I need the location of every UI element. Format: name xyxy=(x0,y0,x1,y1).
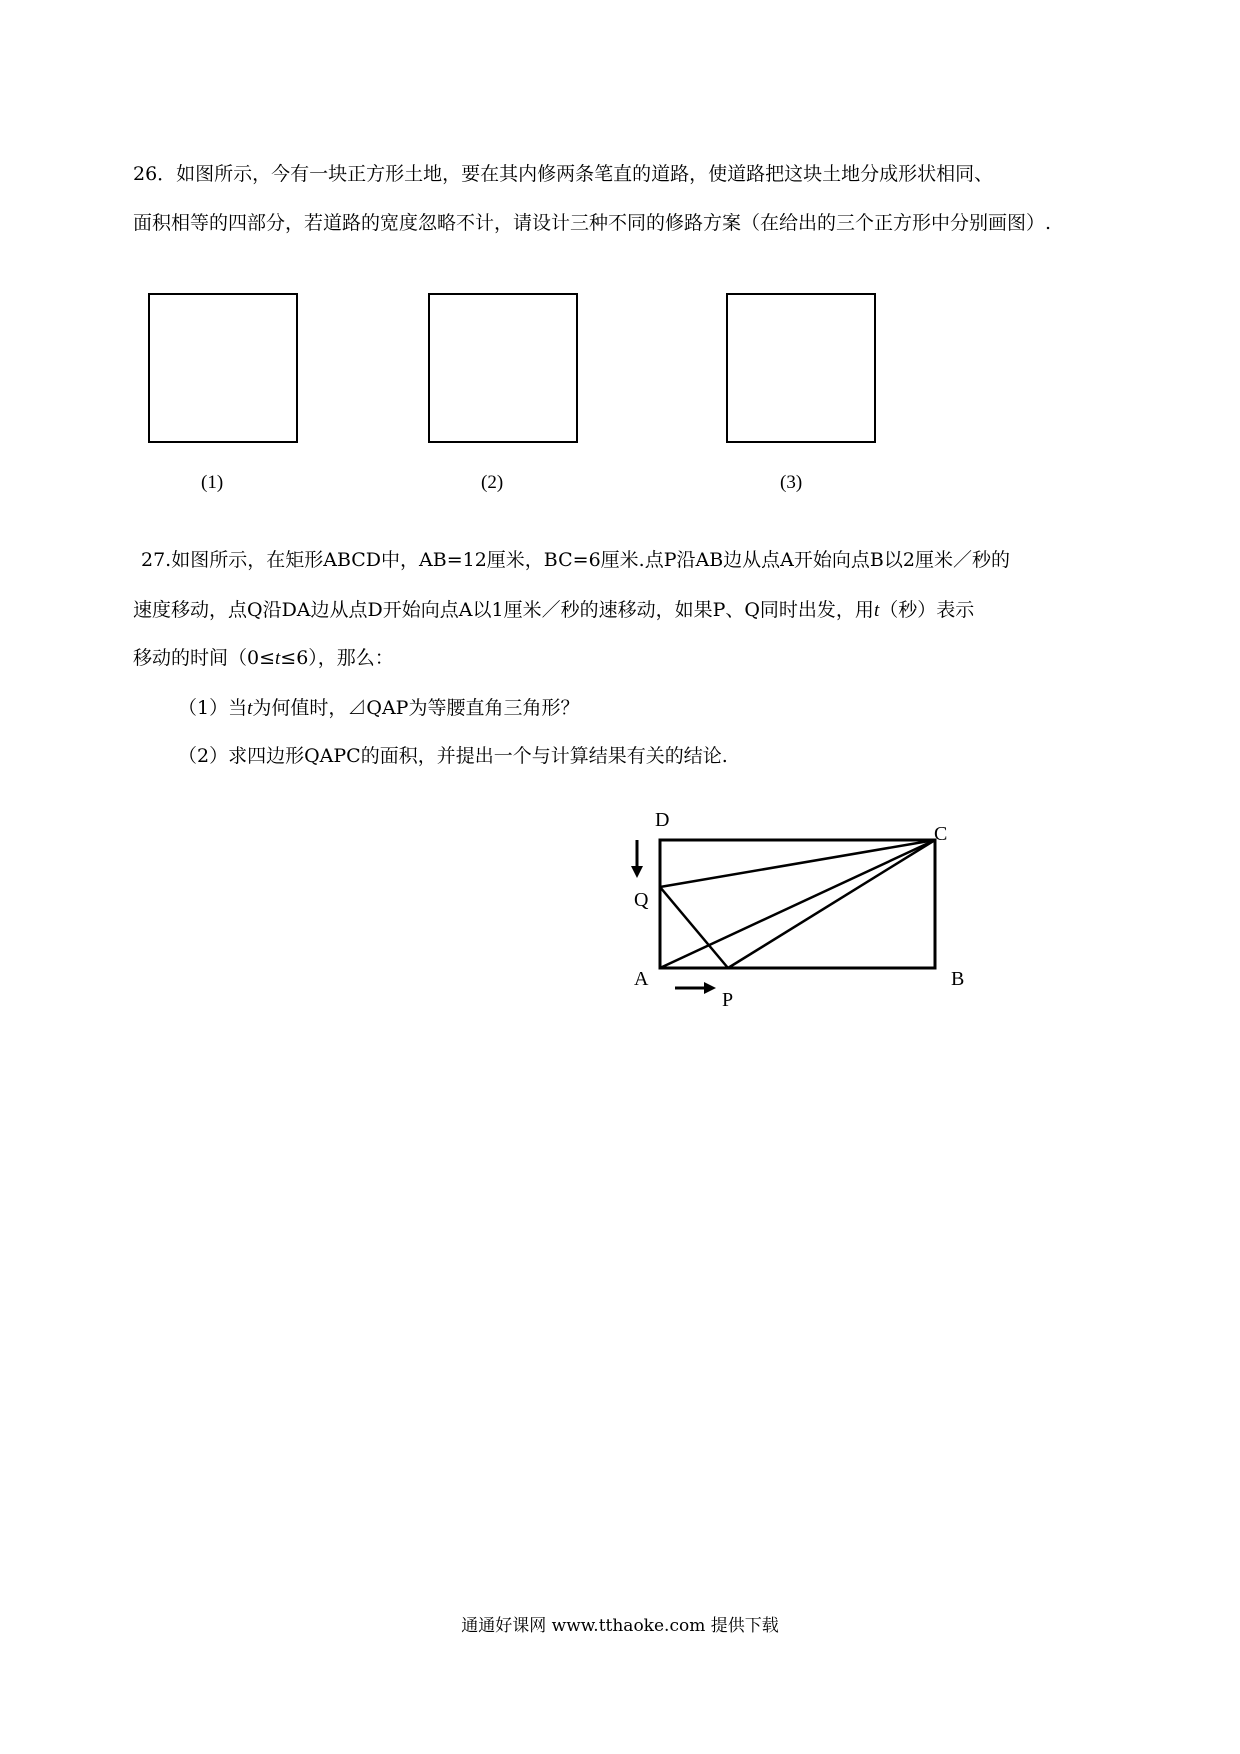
text-segment: ≤6），那么： xyxy=(280,647,394,669)
rectangle-abcd-figure xyxy=(620,800,980,1020)
segment-qc xyxy=(660,840,935,887)
label-p: P xyxy=(722,989,734,1011)
problem-26-text-line-1: 26．如图所示，今有一块正方形土地，要在其内修两条笔直的道路，使道路把这块土地分成形状相同、 xyxy=(133,163,994,185)
variable-t: t xyxy=(275,648,281,669)
problem-27-question-2: （2）求四边形QAPC的面积，并提出一个与计算结果有关的结论. xyxy=(178,745,728,767)
text-segment: 为何值时，⊿QAP为等腰直角三角形？ xyxy=(252,697,580,719)
label-d: D xyxy=(655,809,670,831)
arrow-right-icon xyxy=(675,982,716,994)
footer-text: 通通好课网 www.tthaoke.com 提供下载 xyxy=(461,1616,779,1636)
problem-26-text-line-2: 面积相等的四部分，若道路的宽度忽略不计，请设计三种不同的修路方案（在给出的三个正方形中分别画图）. xyxy=(133,212,1052,234)
blank-square-2 xyxy=(428,293,578,443)
problem-27-text-line-1: 27.如图所示，在矩形ABCD中，AB=12厘米，BC=6厘米.点P沿AB边从点A开始向点B以2厘米／秒的 xyxy=(141,549,1010,571)
problem-27-question-1 xyxy=(178,699,579,718)
label-c: C xyxy=(934,823,948,845)
square-label-1: (1) xyxy=(201,472,224,493)
text-segment: （1）当 xyxy=(178,697,248,719)
segment-pc xyxy=(728,840,935,968)
segment-ac xyxy=(660,840,935,968)
segment-qp xyxy=(660,887,728,968)
label-a: A xyxy=(634,968,649,990)
problem-27-text-line-3 xyxy=(133,649,394,668)
variable-t: t xyxy=(873,600,880,621)
label-b: B xyxy=(951,968,965,990)
text-segment: 移动的时间（0≤ xyxy=(133,647,276,669)
variable-t: t xyxy=(247,698,253,719)
text-segment: 速度移动，点Q沿DA边从点D开始向点A以1厘米／秒的速移动，如果P、Q同时出发，用 xyxy=(133,599,874,621)
label-q: Q xyxy=(634,889,649,911)
arrow-down-icon xyxy=(631,840,643,878)
problem-27-text-line-2 xyxy=(133,601,974,620)
square-label-3: (3) xyxy=(780,472,803,493)
text-segment: （秒）表示 xyxy=(879,599,975,621)
blank-square-3 xyxy=(726,293,876,443)
blank-square-1 xyxy=(148,293,298,443)
square-label-2: (2) xyxy=(481,472,504,493)
